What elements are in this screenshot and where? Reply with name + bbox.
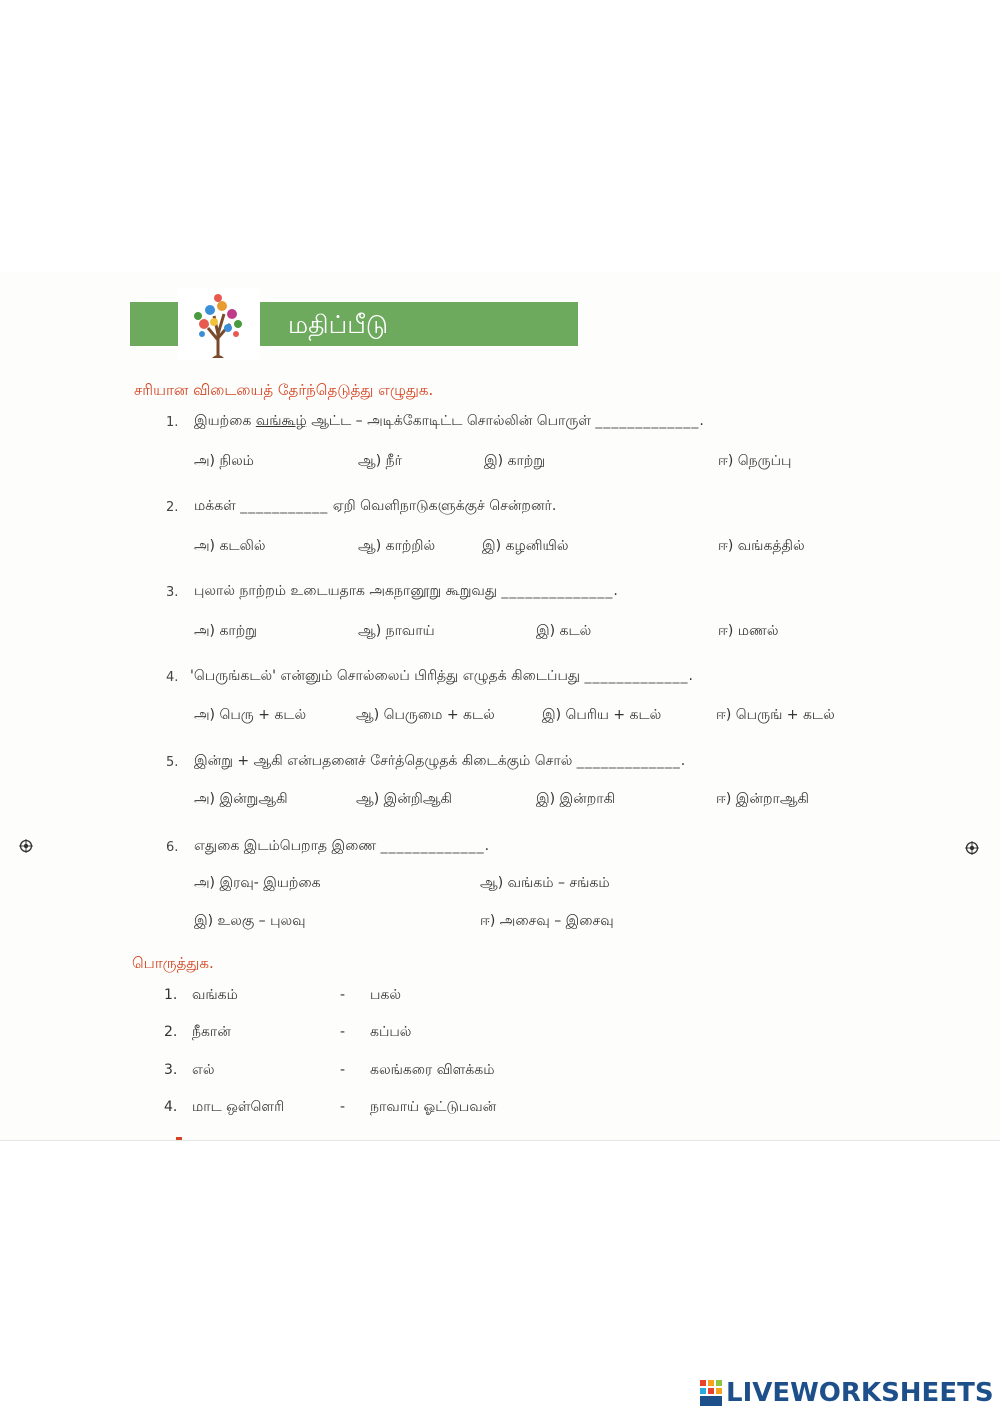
- option-d[interactable]: ஈ) வங்கத்தில்: [718, 538, 805, 554]
- brand-logo[interactable]: [698, 1376, 994, 1410]
- option-d[interactable]: ஈ) மணல்: [718, 623, 779, 639]
- tree-logo-icon: [178, 288, 260, 360]
- question-4-text: 'பெருங்கடல்' என்னும் சொல்லைப் பிரித்து எழுதக் கிடைப்பது _____________.: [190, 668, 693, 684]
- question-1-text: இயற்கை வங்கூழ் ஆட்ட – அடிக்கோடிட்ட சொல்லின் பொருள் _____________.: [194, 413, 704, 429]
- option-a[interactable]: அ) காற்று: [194, 623, 257, 639]
- answer-blank[interactable]: ___________: [240, 498, 329, 514]
- option-a[interactable]: அ) நிலம்: [194, 453, 254, 469]
- match-left-term[interactable]: வங்கம்: [192, 987, 238, 1003]
- match-right-term[interactable]: கலங்கரை விளக்கம்: [370, 1062, 495, 1078]
- option-b[interactable]: ஆ) பெருமை + கடல்: [356, 707, 495, 723]
- option-c[interactable]: இ) காற்று: [484, 453, 546, 469]
- option-a[interactable]: அ) பெரு + கடல்: [194, 707, 307, 723]
- option-b[interactable]: ஆ) வங்கம் – சங்கம்: [480, 875, 610, 891]
- match-right-term[interactable]: நாவாய் ஓட்டுபவன்: [370, 1099, 497, 1115]
- option-a[interactable]: அ) கடலில்: [194, 538, 266, 554]
- question-5-text: இன்று + ஆகி என்பதனைச் சேர்த்தெழுதக் கிடைக்கும் சொல் _____________.: [194, 753, 686, 769]
- option-b[interactable]: ஆ) நாவாய்: [358, 623, 435, 639]
- worksheet-page: [0, 272, 1000, 1141]
- option-d[interactable]: ஈ) இன்றாஆகி: [716, 791, 809, 807]
- match-right-term[interactable]: பகல்: [370, 987, 401, 1003]
- page-title: மதிப்பீடு: [288, 310, 389, 339]
- option-a[interactable]: அ) இரவு- இயற்கை: [194, 875, 321, 891]
- match-row: 2. நீகான் - கப்பல்: [164, 1024, 412, 1040]
- question-2-text: மக்கள் ___________ ஏறி வெளிநாடுகளுக்குச் சென்றனர்.: [194, 498, 557, 514]
- match-row: 3. எல் - கலங்கரை விளக்கம்: [164, 1062, 495, 1078]
- option-c[interactable]: இ) கழனியில்: [482, 538, 569, 554]
- match-row: 1. வங்கம் - பகல்: [164, 987, 401, 1003]
- option-c[interactable]: இ) கடல்: [536, 623, 592, 639]
- option-c[interactable]: இ) உலகு – புலவு: [194, 913, 306, 929]
- answer-blank[interactable]: _____________: [595, 413, 700, 429]
- question-number: 4.: [166, 670, 179, 685]
- answer-blank[interactable]: _____________: [576, 753, 681, 769]
- question-6-text: எதுகை இடம்பெறாத இணை _____________.: [194, 838, 490, 854]
- option-b[interactable]: ஆ) நீர்: [358, 453, 402, 469]
- match-left-term[interactable]: நீகான்: [192, 1024, 231, 1040]
- option-d[interactable]: ஈ) அசைவு – இசைவு: [480, 913, 614, 929]
- match-left-term[interactable]: மாட ஒள்ளெரி: [192, 1099, 285, 1115]
- option-a[interactable]: அ) இன்றுஆகி: [194, 791, 288, 807]
- question-3-text: புலால் நாற்றம் உடையதாக அகநானூறு கூறுவது ______________.: [194, 583, 618, 599]
- option-d[interactable]: ஈ) நெருப்பு: [718, 453, 792, 469]
- option-d[interactable]: ஈ) பெருங் + கடல்: [716, 707, 835, 723]
- question-number: 6.: [166, 840, 179, 855]
- tree-logo-box: [178, 288, 260, 360]
- question-number: 3.: [166, 585, 179, 600]
- registration-mark-icon: [965, 841, 979, 855]
- answer-blank[interactable]: ______________: [501, 583, 614, 599]
- answer-blank[interactable]: _____________: [380, 838, 485, 854]
- underlined-word: வங்கூழ்: [255, 413, 307, 429]
- cropped-bullet: [176, 1137, 182, 1140]
- option-b[interactable]: ஆ) காற்றில்: [358, 538, 436, 554]
- question-number: 2.: [166, 500, 179, 515]
- section-heading-match: பொருத்துக.: [132, 954, 214, 972]
- option-c[interactable]: இ) பெரிய + கடல்: [542, 707, 662, 723]
- answer-blank[interactable]: _____________: [584, 668, 689, 684]
- option-b[interactable]: ஆ) இன்றிஆகி: [356, 791, 453, 807]
- brand-name: LIVEWORKSHEETS: [726, 1378, 994, 1408]
- option-c[interactable]: இ) இன்றாகி: [536, 791, 616, 807]
- question-number: 1.: [166, 415, 179, 430]
- question-number: 5.: [166, 755, 179, 770]
- section-heading-choose: சரியான விடையைத் தேர்ந்தெடுத்து எழுதுக.: [134, 381, 434, 399]
- match-right-term[interactable]: கப்பல்: [370, 1024, 412, 1040]
- match-row: 4. மாட ஒள்ளெரி - நாவாய் ஓட்டுபவன்: [164, 1099, 497, 1115]
- match-left-term[interactable]: எல்: [192, 1062, 215, 1078]
- liveworksheets-logo-icon: [698, 1378, 724, 1408]
- registration-mark-icon: [19, 839, 33, 853]
